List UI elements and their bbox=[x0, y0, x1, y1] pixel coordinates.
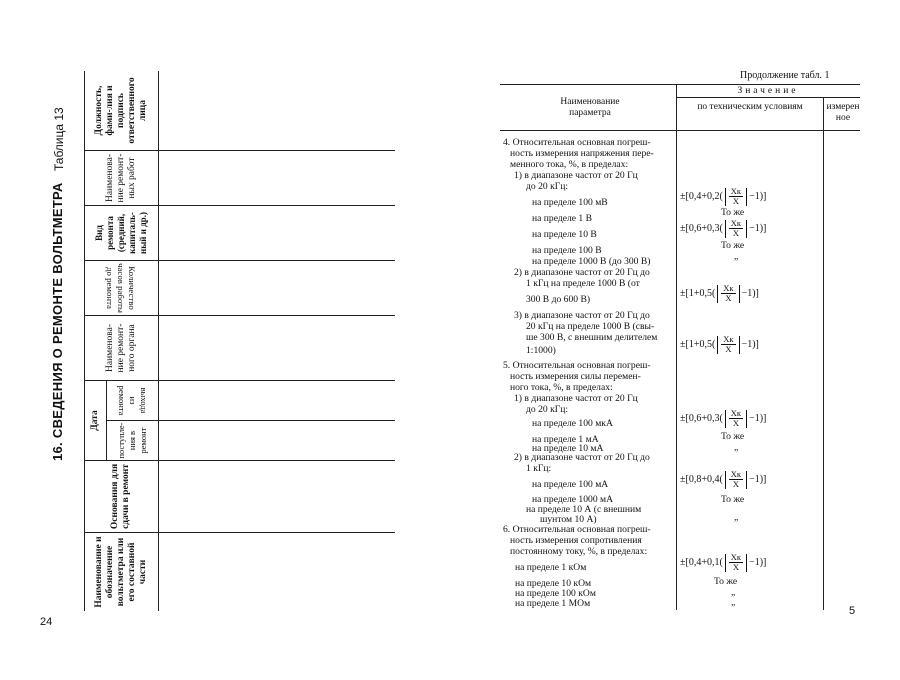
abs-bar bbox=[746, 410, 747, 428]
fraction-num: Xк bbox=[730, 408, 742, 418]
fraction-den: X bbox=[732, 196, 739, 206]
repair-table bbox=[84, 71, 395, 611]
fraction-num: Xк bbox=[730, 552, 742, 562]
param-row: на пределе 100 В bbox=[532, 245, 602, 256]
col-date: Дата bbox=[89, 410, 100, 431]
col-repair-works: Наименова-ние ремонт-ных работ bbox=[104, 153, 137, 203]
header-bottom-line bbox=[500, 130, 860, 131]
abs-bar bbox=[725, 410, 726, 428]
formula-suffix: −1)] bbox=[749, 413, 767, 424]
param-row: на пределе 10 А (с внешним bbox=[526, 504, 642, 515]
abs-bar bbox=[717, 285, 718, 303]
same-as-text: То же bbox=[721, 240, 745, 251]
formula-prefix: ±[0,6+0,3( bbox=[680, 413, 723, 424]
param-row: до 20 кГц: bbox=[526, 181, 569, 192]
abs-bar bbox=[746, 554, 747, 572]
fraction-den: X bbox=[725, 344, 732, 354]
param-row: 2) в диапазоне частот от 20 Гц до bbox=[514, 452, 650, 463]
param-row: на пределе 10 мА bbox=[532, 443, 604, 454]
param-row: ность измерения напряжения пере- bbox=[510, 148, 654, 159]
fraction-den: X bbox=[732, 228, 739, 238]
formula-prefix: ±[0,6+0,3( bbox=[680, 223, 723, 234]
same-as-text: То же bbox=[721, 431, 745, 442]
col-date-out: выхода из ремонта bbox=[117, 385, 149, 416]
column-divider bbox=[823, 97, 824, 610]
param-row: на пределе 1 мА bbox=[532, 434, 599, 445]
col-signature: Должность, фами-лия и подпись ответственного лица bbox=[93, 77, 148, 144]
fraction-den: X bbox=[725, 293, 732, 303]
formula bbox=[680, 219, 766, 238]
header-measured: измерен ное bbox=[826, 102, 860, 123]
header-top-line bbox=[500, 84, 860, 85]
abs-bar bbox=[739, 285, 740, 303]
param-row: на пределе 100 кОм bbox=[515, 588, 596, 599]
param-row: 20 кГц на пределе 1000 В (свы- bbox=[526, 321, 655, 332]
param-row: на пределе 10 кОм bbox=[515, 578, 592, 589]
param-row: на пределе 1000 мА bbox=[532, 494, 614, 505]
ditto-mark: „ bbox=[731, 597, 736, 608]
abs-bar bbox=[725, 554, 726, 572]
param-row: 6. Относительная основная погреш- bbox=[503, 524, 651, 535]
ditto-mark: „ bbox=[734, 251, 739, 262]
table-label: Таблица 13 bbox=[52, 107, 66, 171]
fraction bbox=[721, 335, 735, 354]
formula-prefix: ±[0,4+0,2( bbox=[680, 191, 723, 202]
fraction-num: Xк bbox=[730, 469, 742, 479]
param-row: 2) в диапазоне частот от 20 Гц до bbox=[514, 267, 650, 278]
abs-bar bbox=[717, 336, 718, 354]
right-page-number: 5 bbox=[849, 605, 856, 617]
param-row: до 20 кГц: bbox=[526, 404, 569, 415]
formula-prefix: ±[1+0,5( bbox=[680, 288, 716, 299]
formula bbox=[680, 470, 766, 489]
fraction-den: X bbox=[732, 562, 739, 572]
formula-prefix: ±[1+0,5( bbox=[680, 339, 716, 350]
formula-prefix: ±[0,4+0,1( bbox=[680, 557, 723, 568]
param-row: ность измерения силы перемен- bbox=[510, 371, 641, 382]
same-as-text: То же bbox=[714, 576, 738, 587]
section-title: 16. СВЕДЕНИЯ О РЕМОНТЕ ВОЛЬТМЕТРА bbox=[50, 182, 65, 461]
param-row: на пределе 1 МОм bbox=[515, 598, 591, 609]
formula bbox=[680, 335, 759, 354]
param-row: на пределе 100 мА bbox=[532, 479, 609, 490]
formula bbox=[680, 284, 759, 303]
header-mid-line bbox=[676, 97, 860, 98]
fraction-num: Xк bbox=[730, 218, 742, 228]
continuation-label: Продолжение табл. 1 bbox=[740, 70, 830, 81]
param-row: 5. Относительная основная погреш- bbox=[503, 360, 651, 371]
formula-suffix: −1)] bbox=[749, 191, 767, 202]
abs-bar bbox=[725, 188, 726, 206]
param-row: на пределе 100 мВ bbox=[532, 197, 608, 208]
table-header-bottom bbox=[158, 71, 159, 611]
left-page-rotated bbox=[40, 71, 395, 611]
same-as-text: То же bbox=[721, 494, 745, 505]
param-row: на пределе 1 В bbox=[532, 213, 593, 224]
fraction-num: Xк bbox=[730, 186, 742, 196]
fraction-den: X bbox=[732, 479, 739, 489]
param-row: 4. Относительная основная погреш- bbox=[503, 137, 651, 148]
formula bbox=[680, 187, 766, 206]
fraction bbox=[729, 187, 743, 206]
param-row: 1:1000) bbox=[526, 345, 556, 356]
col-date-in: поступле-ния в ремонт bbox=[116, 422, 148, 459]
formula-prefix: ±[0,8+0,4( bbox=[680, 474, 723, 485]
col-name: Наименование и обозначение вольтметра или его составной части bbox=[93, 536, 148, 608]
abs-bar bbox=[725, 471, 726, 489]
left-heading bbox=[40, 71, 84, 611]
col-reason: Основания для сдачи в ремонт bbox=[110, 463, 131, 530]
column-divider bbox=[676, 84, 677, 610]
param-row: на пределе 10 В bbox=[532, 229, 597, 240]
left-page-number: 24 bbox=[40, 616, 53, 628]
formula-suffix: −1)] bbox=[741, 339, 759, 350]
param-row: ность измерения сопротивления bbox=[510, 535, 642, 546]
header-param: Наименование параметра bbox=[560, 97, 620, 118]
col-hours: Количество часов работы до ремонта bbox=[105, 263, 138, 313]
formula bbox=[680, 409, 766, 428]
abs-bar bbox=[746, 188, 747, 206]
fraction bbox=[721, 284, 735, 303]
formula-suffix: −1)] bbox=[749, 223, 767, 234]
param-row: 1) в диапазоне частот от 20 Гц bbox=[514, 393, 638, 404]
header-by-spec: по техническим условиям bbox=[697, 102, 803, 112]
formula-suffix: −1)] bbox=[749, 557, 767, 568]
param-row: 1 кГц: bbox=[526, 463, 552, 474]
abs-bar bbox=[746, 220, 747, 238]
ditto-mark: „ bbox=[734, 512, 739, 523]
formula-suffix: −1)] bbox=[749, 474, 767, 485]
col-repair-org: Наименова-ние ремонт-ного органа bbox=[104, 323, 137, 373]
ditto-mark: „ bbox=[734, 442, 739, 453]
param-row: постоянному току, %, в пределах: bbox=[510, 546, 648, 557]
param-row: ного тока, %, в пределах: bbox=[510, 382, 613, 393]
fraction-num: Xк bbox=[723, 334, 734, 344]
fraction bbox=[729, 470, 743, 489]
fraction-num: Xк bbox=[723, 283, 734, 293]
param-row: 300 В до 600 В) bbox=[526, 294, 591, 305]
param-row: на пределе 1 кОм bbox=[515, 562, 587, 573]
param-row: шунтом 10 А) bbox=[540, 514, 597, 525]
abs-bar bbox=[746, 471, 747, 489]
formula-suffix: −1)] bbox=[741, 288, 759, 299]
param-row: ше 300 В, с внешним делителем bbox=[526, 332, 658, 343]
param-row: на пределе 100 мкА bbox=[532, 418, 613, 429]
param-row: 1 кГц на пределе 1000 В (от bbox=[526, 278, 640, 289]
param-row: на пределе 1000 В (до 300 В) bbox=[532, 256, 651, 267]
col-repair-kind: Вид ремонта (средний, капиталь-ный и др.) bbox=[93, 212, 148, 254]
fraction bbox=[729, 219, 743, 238]
fraction bbox=[729, 553, 743, 572]
header-value: Значение bbox=[737, 86, 799, 96]
abs-bar bbox=[725, 220, 726, 238]
param-row: менного тока, %, в пределах: bbox=[510, 159, 629, 170]
fraction bbox=[729, 409, 743, 428]
fraction-den: X bbox=[732, 418, 739, 428]
param-row: 3) в диапазоне частот от 20 Гц до bbox=[514, 310, 650, 321]
same-as-text: То же bbox=[721, 207, 745, 218]
abs-bar bbox=[739, 336, 740, 354]
formula bbox=[680, 553, 766, 572]
ditto-mark: „ bbox=[731, 587, 736, 598]
param-row: 1) в диапазоне частот от 20 Гц bbox=[514, 170, 638, 181]
